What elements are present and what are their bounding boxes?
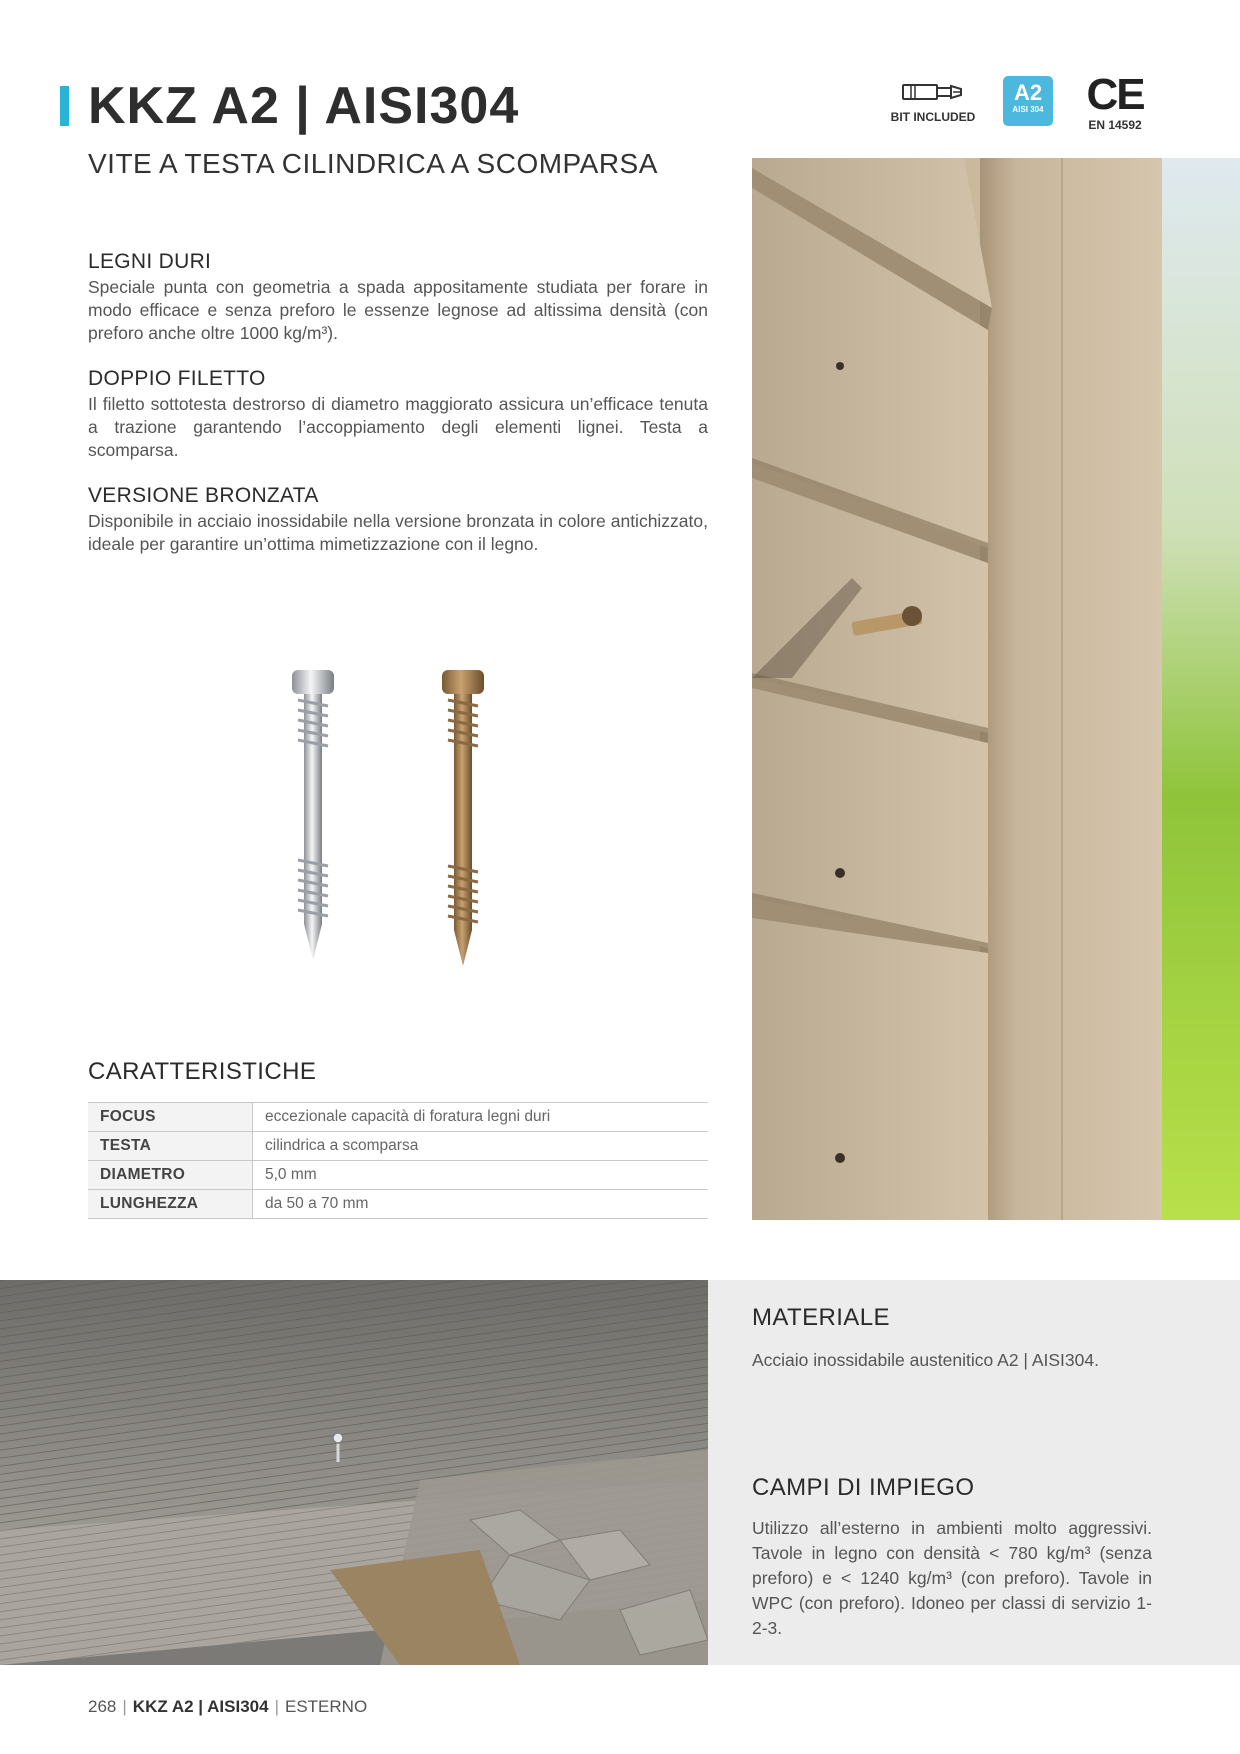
- screwdriver-bit-icon: [901, 80, 965, 104]
- page-footer: 268 | KKZ A2 | AISI304 | ESTERNO: [88, 1697, 368, 1716]
- cladding-boards: [752, 158, 992, 1220]
- bronze-screw-icon: [442, 670, 484, 966]
- characteristics-title: CARATTERISTICHE: [88, 1058, 317, 1085]
- table-cell-key: LUNGHEZZA: [88, 1190, 253, 1219]
- table-cell-key: DIAMETRO: [88, 1161, 253, 1190]
- bit-included-caption: BIT INCLUDED: [890, 110, 976, 124]
- product-screws-image: [260, 670, 520, 1010]
- table-row: [88, 1190, 708, 1219]
- campi-title: CAMPI DI IMPIEGO: [752, 1474, 975, 1501]
- table-cell-key: TESTA: [88, 1132, 253, 1161]
- feature-bronze-version: [88, 484, 708, 556]
- info-panel: [708, 1280, 1240, 1665]
- aisi-badge-label: AISI 304: [1012, 105, 1044, 114]
- page-number: 268: [88, 1697, 117, 1716]
- page-subtitle: VITE A TESTA CILINDRICA A SCOMPARSA: [88, 148, 658, 179]
- table-cell-value: cilindrica a scomparsa: [253, 1132, 709, 1161]
- table-row: [88, 1132, 708, 1161]
- a2-aisi304-badge: [1003, 76, 1053, 126]
- decking-installation-photo: [0, 1280, 708, 1665]
- materiale-title: MATERIALE: [752, 1304, 890, 1331]
- stainless-screw-icon: [292, 670, 334, 960]
- table-cell-value: eccezionale capacità di foratura legni duri: [253, 1103, 709, 1132]
- feature-list: [88, 250, 708, 578]
- feature-double-thread: [88, 367, 708, 462]
- feature-hardwood: [88, 250, 708, 345]
- footer-section: ESTERNO: [284, 1697, 368, 1716]
- feature-text: Il filetto sottotesta destrorso di diametro maggiorato assicura un’efficace tenuta a trazione garantendo l’accoppiamento degli elementi lignei. Testa a scomparsa.: [88, 394, 708, 460]
- table-row: [88, 1103, 708, 1132]
- bit-included-badge: [888, 80, 978, 124]
- campi-text: Utilizzo all’esterno in ambienti molto aggressivi. Tavole in legno con densità < 780 kg/m³ (senza preforo) e < 1240 kg/m³ (con preforo). Tavole in WPC (con preforo). Idoneo per classi di servizio 1-2-3.: [752, 1518, 1152, 1638]
- table-row: [88, 1161, 708, 1190]
- feature-title: LEGNI DURI: [88, 250, 212, 273]
- feature-title: VERSIONE BRONZATA: [88, 484, 319, 507]
- footer-product: KKZ A2 | AISI304: [132, 1697, 269, 1716]
- feature-text: Disponibile in acciaio inossidabile nella versione bronzata in colore antichizzato, ideale per garantire un’ottima mimetizzazione con il legno.: [88, 511, 708, 554]
- feature-text: Speciale punta con geometria a spada appositamente studiata per forare in modo efficace e senza preforo le essenze legnose ad altissima densità (con preforo anche oltre 1000 kg/m³).: [88, 277, 708, 343]
- feature-title: DOPPIO FILETTO: [88, 367, 266, 390]
- table-cell-value: 5,0 mm: [253, 1161, 709, 1190]
- characteristics-table: [88, 1102, 708, 1219]
- materiale-text: Acciaio inossidabile austenitico A2 | AISI304.: [752, 1350, 1099, 1370]
- page-title: KKZ A2 | AISI304: [88, 77, 520, 135]
- table-cell-value: da 50 a 70 mm: [253, 1190, 709, 1219]
- cladding-installation-photo: [752, 158, 1240, 1220]
- table-cell-key: FOCUS: [88, 1103, 253, 1132]
- title-accent-bar: [60, 86, 69, 126]
- a2-badge-label: A2: [1013, 80, 1043, 105]
- ce-mark-icon: CE: [1086, 70, 1144, 119]
- ce-marking-badge: [1080, 72, 1150, 132]
- ce-standard-caption: EN 14592: [1088, 118, 1142, 132]
